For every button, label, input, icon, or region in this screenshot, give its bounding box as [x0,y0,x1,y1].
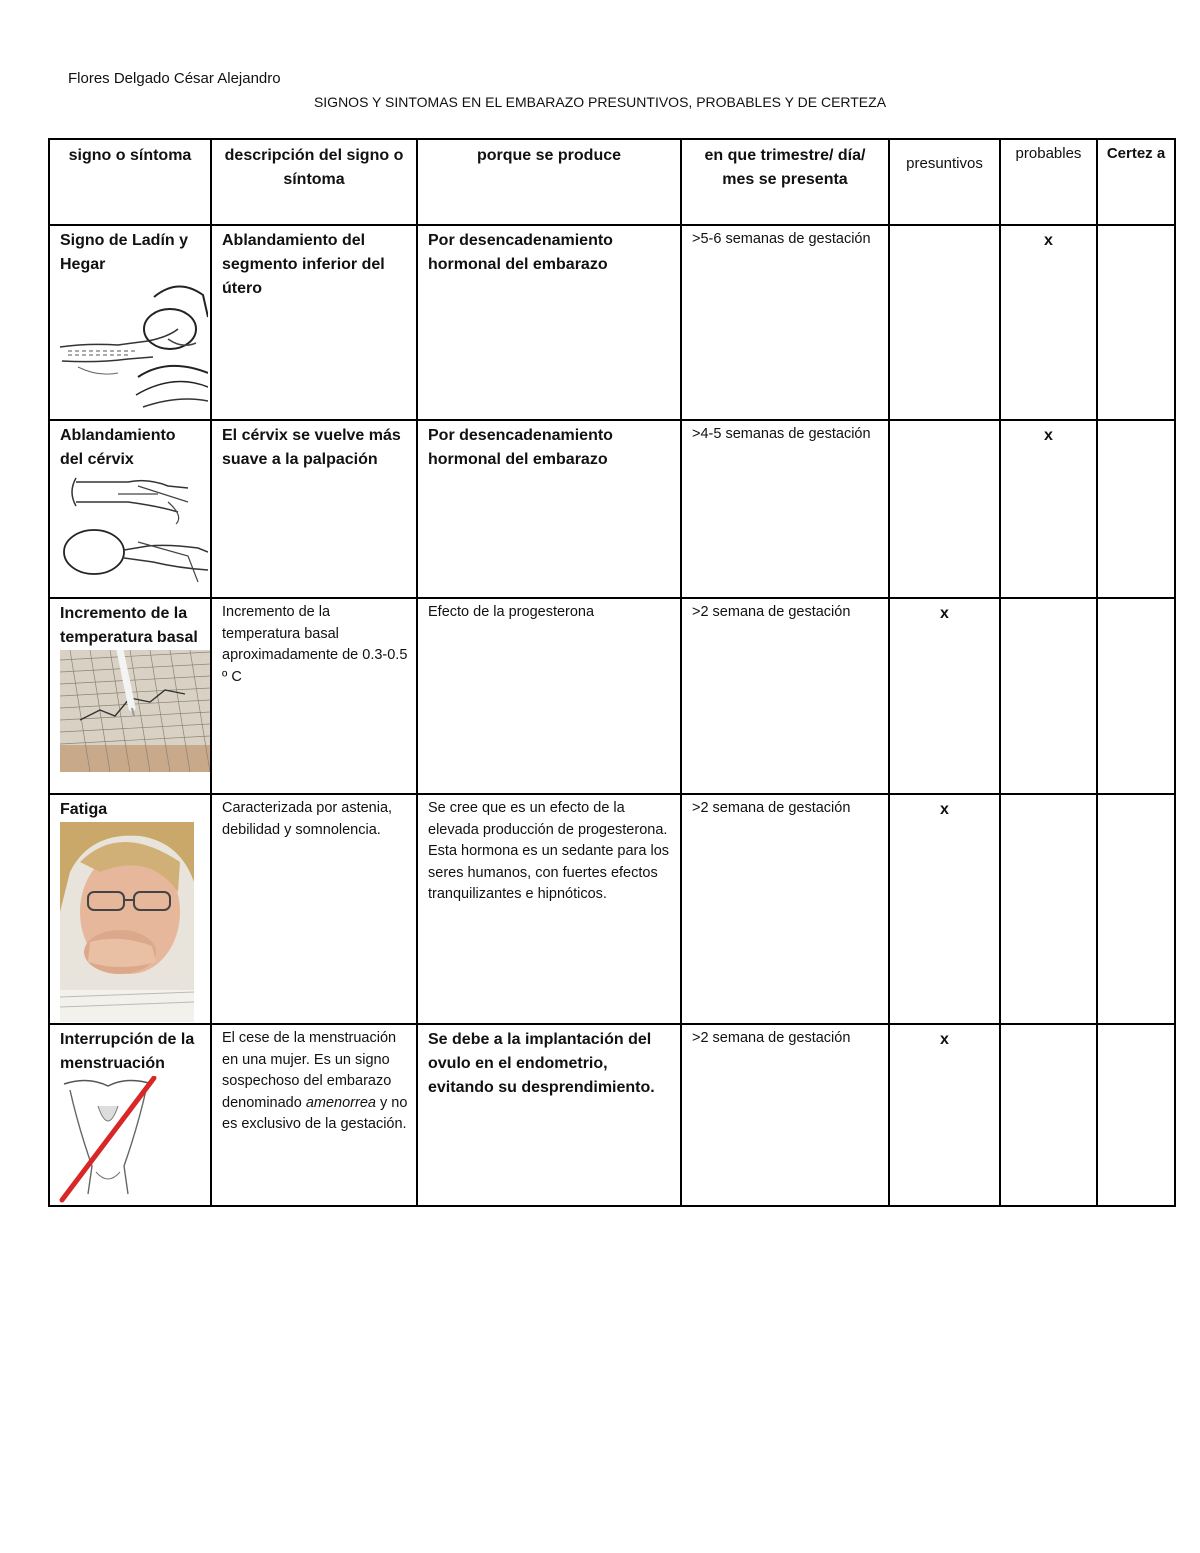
when-cell: >5-6 semanas de gestación [681,225,889,420]
probable-mark [1000,598,1097,794]
sign-cell: Interrupción de la menstruación [49,1024,211,1206]
cause-cell: Se cree que es un efecto de la elevada producción de progesterona. Esta hormona es un sedante para los seres humanos, con fuertes efectos tranquilizantes e hipnóticos. [417,794,681,1024]
probable-mark [1000,794,1097,1024]
probable-mark [1000,1024,1097,1206]
header-when: en que trimestre/ día/ mes se presenta [681,139,889,225]
presumptive-mark [889,225,1000,420]
sign-cell: Ablandamiento del cérvix [49,420,211,598]
cause-cell: Por desencadenamiento hormonal del embarazo [417,225,681,420]
probable-mark: x [1000,225,1097,420]
description-cell: El cérvix se vuelve más suave a la palpación [211,420,417,598]
sign-cell: Fatiga [49,794,211,1024]
header-certainty: Certez a [1097,139,1175,225]
description-cell: Incremento de la temperatura basal aproximadamente de 0.3-0.5 º C [211,598,417,794]
certainty-mark [1097,598,1175,794]
amenorrea-term: amenorrea [305,1094,376,1111]
presumptive-mark: x [889,1024,1000,1206]
when-cell: >4-5 semanas de gestación [681,420,889,598]
table-row [49,1024,1175,1206]
temperature-chart-photo [60,650,210,772]
cervix-exam-illustration [58,472,208,590]
crossed-uterus-illustration [58,1076,158,1204]
description-cell: Ablandamiento del segmento inferior del útero [211,225,417,420]
description-cell: El cese de la menstruación en una mujer. Es un signo sospechoso del embarazo denominado amenorrea y no es exclusivo de la gestación. [211,1024,417,1206]
description-cell: Caracterizada por astenia, debilidad y somnolencia. [211,794,417,1024]
document-title: SIGNOS Y SINTOMAS EN EL EMBARAZO PRESUNTIVOS, PROBABLES Y DE CERTEZA [313,94,887,110]
certainty-mark [1097,225,1175,420]
probable-mark: x [1000,420,1097,598]
author-name: Flores Delgado César Alejandro [68,70,281,87]
header-sign: signo o síntoma [49,139,211,225]
hegar-exam-illustration [58,277,208,415]
header-description: descripción del signo o síntoma [211,139,417,225]
when-cell: >2 semana de gestación [681,1024,889,1206]
table-row [49,794,1175,1024]
header-row [49,139,1175,225]
when-cell: >2 semana de gestación [681,598,889,794]
table-row [49,420,1175,598]
signs-table [48,138,1176,1207]
presumptive-mark: x [889,794,1000,1024]
cause-cell: Se debe a la implantación del ovulo en el endometrio, evitando su desprendimiento. [417,1024,681,1206]
yawning-woman-photo [60,822,194,1022]
certainty-mark [1097,1024,1175,1206]
cause-cell: Efecto de la progesterona [417,598,681,794]
sign-cell: Signo de Ladín y Hegar [49,225,211,420]
table-row [49,598,1175,794]
presumptive-mark: x [889,598,1000,794]
header-cause: porque se produce [417,139,681,225]
sign-cell: Incremento de la temperatura basal [49,598,211,794]
certainty-mark [1097,420,1175,598]
presumptive-mark [889,420,1000,598]
table-row [49,225,1175,420]
cause-cell: Por desencadenamiento hormonal del embarazo [417,420,681,598]
when-cell: >2 semana de gestación [681,794,889,1024]
header-presumptive: presuntivos [889,139,1000,225]
header-probable: probables [1000,139,1097,225]
certainty-mark [1097,794,1175,1024]
